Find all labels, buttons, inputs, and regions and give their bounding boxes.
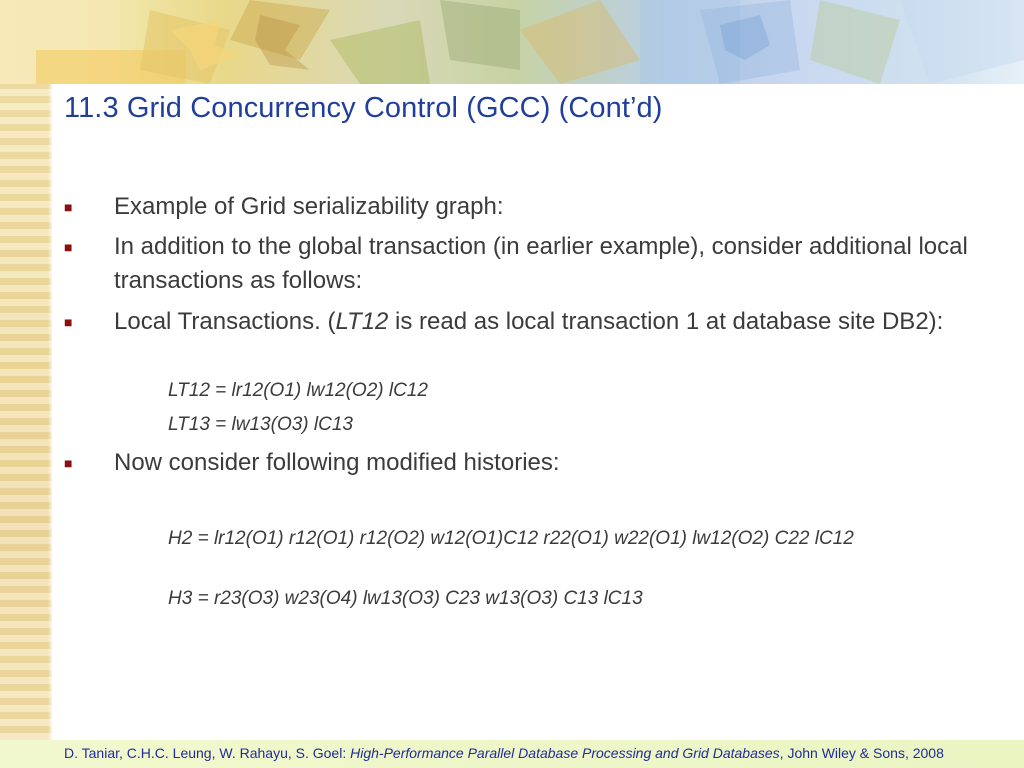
left-decorative-strip bbox=[0, 0, 52, 740]
local-transaction-line: LT12 = lr12(O1) lw12(O2) lC12 bbox=[168, 380, 428, 401]
header-banner-image bbox=[0, 0, 1024, 84]
history-line: H2 = lr12(O1) r12(O1) r12(O2) w12(O1)C12 r22(O1) w22(O1) lw12(O2) C22 lC12 bbox=[168, 528, 854, 549]
bullet-text bbox=[114, 305, 994, 339]
bullet-text: Now consider following modified histories: bbox=[114, 449, 560, 476]
bullet-square-icon: ■ bbox=[64, 455, 73, 471]
slide-title: 11.3 Grid Concurrency Control (GCC) (Cont’d) bbox=[64, 92, 663, 124]
history-line: H3 = r23(O3) w23(O4) lw13(O3) C23 w13(O3) C13 lC13 bbox=[168, 588, 643, 609]
bullet-text-emphasis: LT12 bbox=[335, 308, 389, 335]
bullet-text: Example of Grid serializability graph: bbox=[114, 193, 504, 220]
bullet-square-icon: ■ bbox=[64, 314, 73, 330]
footer-book-title: High-Performance Parallel Database Processing and Grid Databases bbox=[350, 745, 780, 761]
bullet-item bbox=[64, 230, 994, 298]
bullet-square-icon: ■ bbox=[64, 239, 73, 255]
footer-publisher: , John Wiley & Sons, 2008 bbox=[779, 745, 944, 761]
footer-citation bbox=[64, 745, 944, 761]
bullet-item bbox=[64, 446, 994, 480]
leaf-pattern-image bbox=[0, 0, 1024, 84]
bullet-square-icon: ■ bbox=[64, 199, 73, 215]
bullet-text-post: is read as local transaction 1 at database site DB2): bbox=[388, 308, 944, 335]
local-transaction-line: LT13 = lw13(O3) lC13 bbox=[168, 414, 353, 435]
footer-bar bbox=[0, 740, 1024, 768]
bullet-text-pre: Local Transactions. ( bbox=[114, 308, 336, 335]
bullet-item bbox=[64, 190, 994, 224]
bullet-text: In addition to the global transaction (in earlier example), consider additional local transactions as follows: bbox=[114, 233, 968, 294]
bullet-item bbox=[64, 305, 994, 339]
footer-authors: D. Taniar, C.H.C. Leung, W. Rahayu, S. Goel: bbox=[64, 745, 351, 761]
